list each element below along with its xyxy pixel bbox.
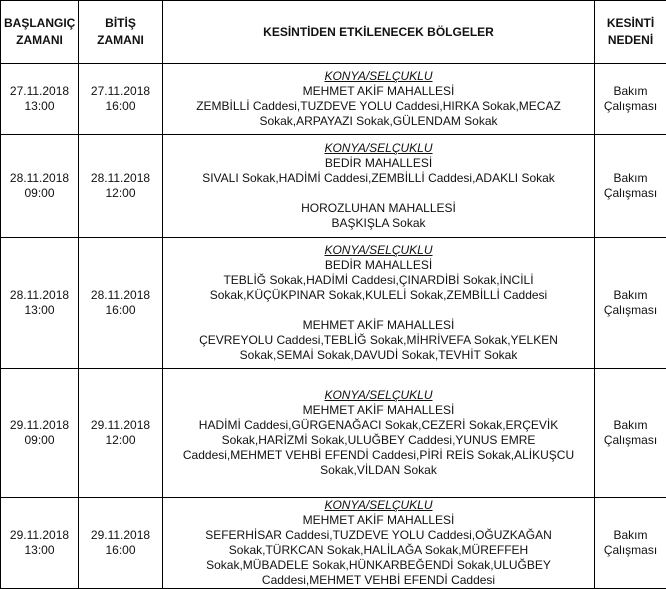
start-date: 29.11.2018: [4, 528, 75, 543]
end-time-cell: [79, 498, 163, 589]
header-start-time: [1, 1, 79, 64]
street-list-line: Sokak,SEMAİ Sokak,DAVUDİ Sokak,TEVHİT Sokak: [166, 348, 591, 363]
neighborhood-name: MEHMET AKİF MAHALLESİ: [166, 403, 591, 418]
start-time-cell: [1, 498, 79, 589]
street-list-line: Sokak,VİLDAN Sokak: [166, 463, 591, 478]
header-row: [1, 1, 666, 64]
regions-cell: [163, 135, 595, 238]
end-hour: 16:00: [82, 99, 159, 114]
table-row: [1, 498, 666, 589]
street-list-line: Sokak,ARPAYAZI Sokak,GÜLENDAM Sokak: [166, 114, 591, 129]
start-hour: 09:00: [4, 433, 75, 448]
start-date: 28.11.2018: [4, 171, 75, 186]
reason-line: Bakım: [598, 84, 663, 99]
city-district: KONYA/SELÇUKLU: [166, 243, 591, 258]
end-date: 27.11.2018: [82, 84, 159, 99]
table-row: [1, 238, 666, 369]
header-affected-regions: KESİNTİDEN ETKİLENECEK BÖLGELER: [163, 1, 595, 64]
end-date: 29.11.2018: [82, 418, 159, 433]
reason-line: Bakım: [598, 528, 663, 543]
reason-line: Çalışması: [598, 433, 663, 448]
street-list-line: ZEMBİLLİ Caddesi,TUZDEVE YOLU Caddesi,HIRKA Sokak,MECAZ: [166, 99, 591, 114]
end-hour: 12:00: [82, 186, 159, 201]
table-row: [1, 369, 666, 498]
start-time-cell: [1, 135, 79, 238]
header-end-time: [79, 1, 163, 64]
reason-line: Çalışması: [598, 543, 663, 558]
neighborhood-name: BEDİR MAHALLESİ: [166, 156, 591, 171]
regions-cell: [163, 238, 595, 369]
reason-line: Bakım: [598, 288, 663, 303]
start-date: 27.11.2018: [4, 84, 75, 99]
street-list-line: Sokak,KÜÇÜKPINAR Sokak,KULELİ Sokak,ZEMBİLLİ Caddesi: [166, 288, 591, 303]
start-hour: 09:00: [4, 186, 75, 201]
neighborhood-name: MEHMET AKİF MAHALLESİ: [166, 318, 591, 333]
header-start-line: BAŞLANGIÇ: [4, 15, 75, 32]
header-reason-line: KESİNTİ: [598, 15, 663, 32]
table-row: [1, 135, 666, 238]
start-time-cell: [1, 238, 79, 369]
start-date: 28.11.2018: [4, 288, 75, 303]
reason-line: Çalışması: [598, 186, 663, 201]
reason-line: Çalışması: [598, 303, 663, 318]
neighborhood-name: MEHMET AKİF MAHALLESİ: [166, 84, 591, 99]
regions-cell: [163, 369, 595, 498]
header-end-line: ZAMANI: [82, 32, 159, 49]
start-hour: 13:00: [4, 99, 75, 114]
city-district: KONYA/SELÇUKLU: [166, 388, 591, 403]
block-spacer: [166, 303, 591, 318]
city-district: KONYA/SELÇUKLU: [166, 69, 591, 84]
start-time-cell: [1, 369, 79, 498]
reason-cell: [595, 135, 666, 238]
street-list-line: Sokak,TÜRKCAN Sokak,HALİLAĞA Sokak,MÜREFFEH: [166, 543, 591, 558]
reason-cell: [595, 64, 666, 135]
header-reason-line: NEDENİ: [598, 32, 663, 49]
city-district: KONYA/SELÇUKLU: [166, 498, 591, 513]
street-list-line: ÇEVREYOLU Caddesi,TEBLİĞ Sokak,MİHRİVEFA Sokak,YELKEN: [166, 333, 591, 348]
header-outage-reason: [595, 1, 666, 64]
end-time-cell: [79, 238, 163, 369]
reason-line: Çalışması: [598, 99, 663, 114]
end-hour: 16:00: [82, 303, 159, 318]
start-time-cell: [1, 64, 79, 135]
reason-line: Bakım: [598, 418, 663, 433]
end-date: 28.11.2018: [82, 288, 159, 303]
neighborhood-name: BEDİR MAHALLESİ: [166, 258, 591, 273]
block-spacer: [166, 186, 591, 201]
neighborhood-name: HOROZLUHAN MAHALLESİ: [166, 201, 591, 216]
street-list-line: Sokak,MÜBADELE Sokak,HÜNKARBEĞENDİ Sokak,ULUĞBEY: [166, 558, 591, 573]
street-list-line: Sokak,HARİZMİ Sokak,ULUĞBEY Caddesi,YUNUS EMRE: [166, 433, 591, 448]
end-date: 29.11.2018: [82, 528, 159, 543]
reason-cell: [595, 369, 666, 498]
start-hour: 13:00: [4, 303, 75, 318]
reason-line: Bakım: [598, 171, 663, 186]
end-time-cell: [79, 64, 163, 135]
regions-cell: [163, 64, 595, 135]
header-end-line: BİTİŞ: [82, 15, 159, 32]
neighborhood-name: MEHMET AKİF MAHALLESİ: [166, 513, 591, 528]
street-list-line: SEFERHİSAR Caddesi,TUZDEVE YOLU Caddesi,OĞUZKAĞAN: [166, 528, 591, 543]
street-list-line: BAŞKIŞLA Sokak: [166, 216, 591, 231]
header-start-line: ZAMANI: [4, 32, 75, 49]
reason-cell: [595, 238, 666, 369]
start-hour: 13:00: [4, 543, 75, 558]
city-district: KONYA/SELÇUKLU: [166, 141, 591, 156]
street-list-line: Caddesi,MEHMET VEHBİ EFENDİ Caddesi: [166, 573, 591, 588]
street-list-line: HADİMİ Caddesi,GÜRGENAĞACI Sokak,CEZERİ Sokak,ERÇEVİK: [166, 418, 591, 433]
end-time-cell: [79, 369, 163, 498]
end-time-cell: [79, 135, 163, 238]
reason-cell: [595, 498, 666, 589]
street-list-line: TEBLİĞ Sokak,HADİMİ Caddesi,ÇINARDİBİ Sokak,İNCİLİ: [166, 273, 591, 288]
end-date: 28.11.2018: [82, 171, 159, 186]
table-row: [1, 64, 666, 135]
end-hour: 16:00: [82, 543, 159, 558]
street-list-line: Caddesi,MEHMET VEHBİ EFENDİ Caddesi,PİRİ REİS Sokak,ALİKUŞCU: [166, 448, 591, 463]
end-hour: 12:00: [82, 433, 159, 448]
start-date: 29.11.2018: [4, 418, 75, 433]
regions-cell: [163, 498, 595, 589]
street-list-line: SIVALI Sokak,HADİMİ Caddesi,ZEMBİLLİ Caddesi,ADAKLI Sokak: [166, 171, 591, 186]
